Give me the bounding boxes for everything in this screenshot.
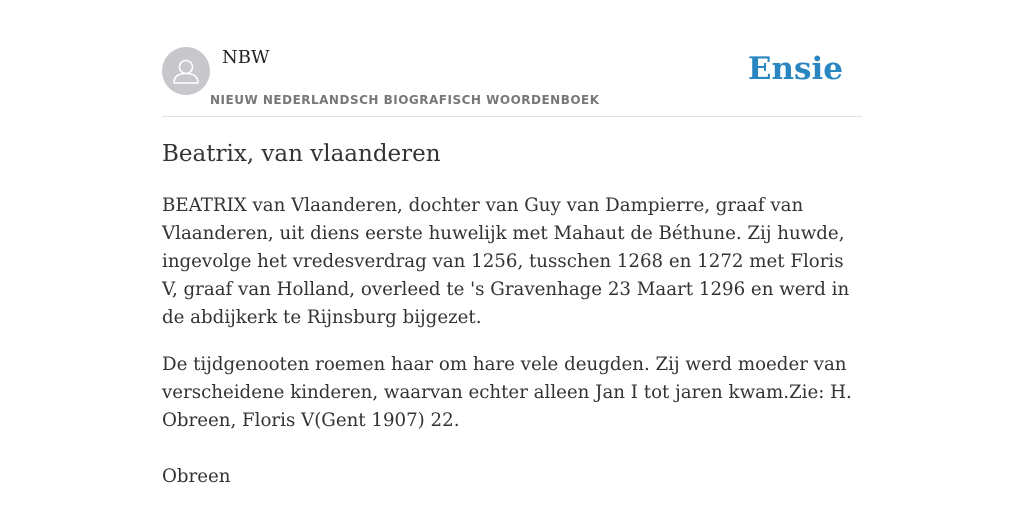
avatar[interactable] [162, 47, 210, 95]
article-header [162, 0, 862, 117]
article-paragraph-1: BEATRIX van Vlaanderen, dochter van Guy van Dampierre, graaf van Vlaanderen, uit diens eerste huwelijk met Mahaut de Béthune. Zij huwde, ingevolge het vredesverdrag van 1256, tusschen 1268 en 1272 met Floris V, graaf van Holland, overleed te 's Gravenhage 23 Maart 1296 en werd in de abdijkerk te Rijnsburg bijgezet. [162, 195, 850, 328]
article-signature: Obreen [162, 466, 231, 487]
source-name[interactable]: NIEUW NEDERLANDSCH BIOGRAFISCH WOORDENBOEK [210, 93, 600, 107]
page-title: Beatrix, van vlaanderen [162, 141, 441, 167]
user-icon [162, 47, 210, 95]
author-name[interactable]: NBW [222, 47, 270, 68]
article-body [162, 192, 862, 454]
article-page [162, 0, 862, 487]
article-paragraph-2: De tijdgenooten roemen haar om hare vele deugden. Zij werd moeder van verscheidene kinderen, waarvan echter alleen Jan I tot jaren kwam.Zie: H. Obreen, Floris V(Gent 1907) 22. [162, 354, 852, 431]
ensie-logo[interactable]: Ensie [747, 51, 843, 87]
